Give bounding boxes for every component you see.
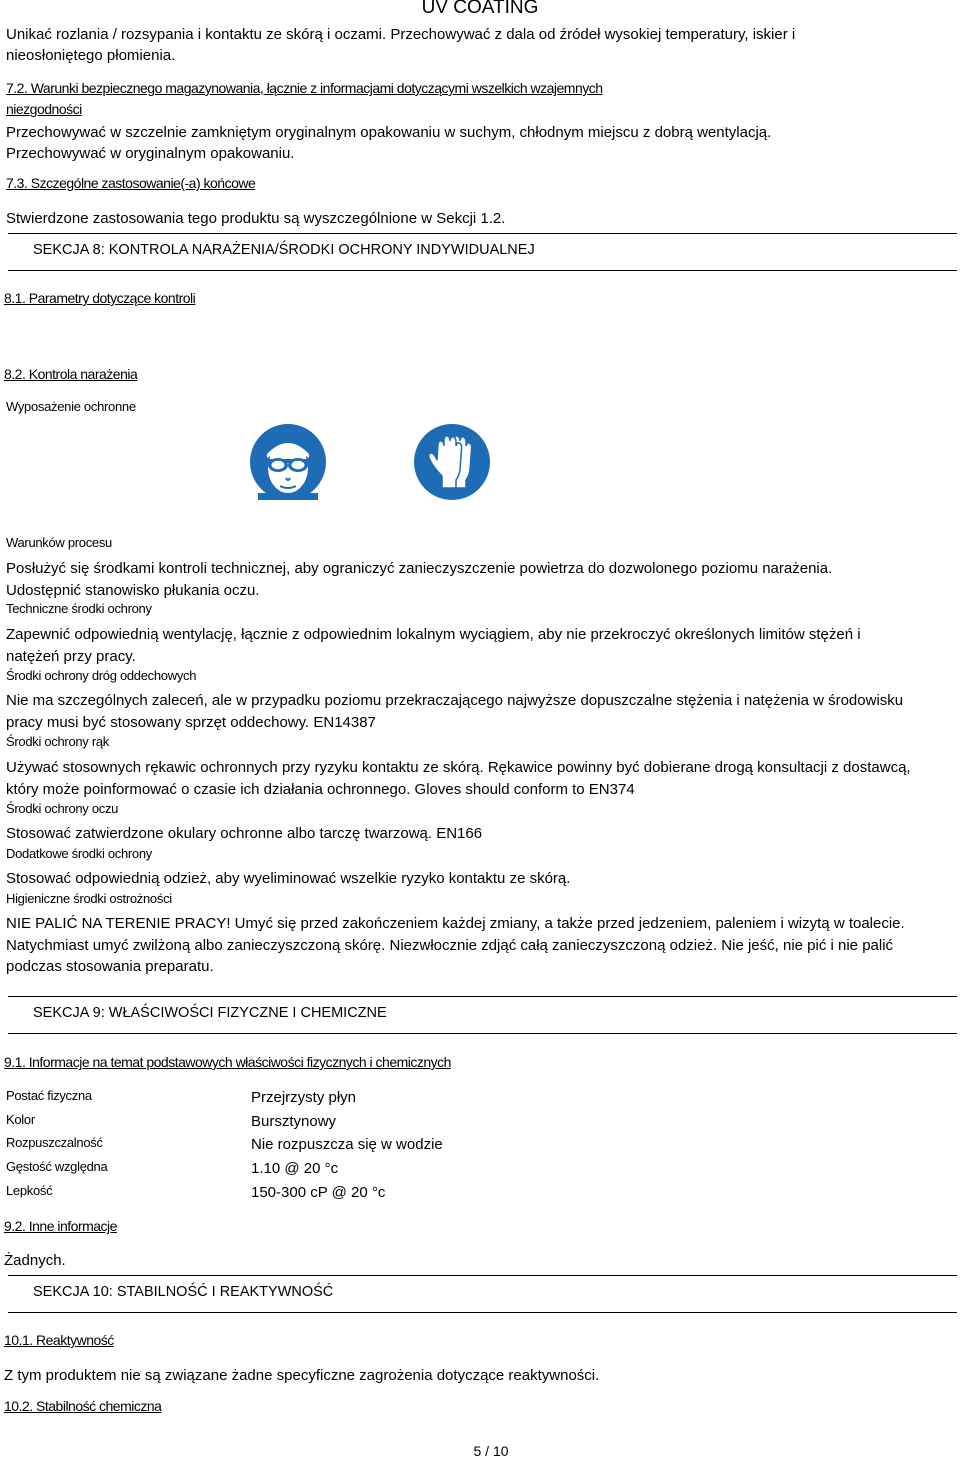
subsection-10-2-heading: 10.2. Stabilność chemiczna [4,1398,162,1414]
hygiene-measures-text: NIE PALIĆ NA TERENIE PRACY! Umyć się przed zakończeniem każdej zmiany, a także przed jedzeniem, paleniem i wizytą w toalecie. Natychmiast umyć zwilżoną albo zanieczyszczoną skórę. Niezwłocznie zdjąć całą zanieczyszczoną odzież. Nie jeść, nie pić i nie palić podczas stosowania preparatu. [6,915,905,975]
prop-value-color: Bursztynowy [251,1113,337,1130]
hand-protection-text: Używać stosownych rękawic ochronnych przy ryzyku kontaktu ze skórą. Rękawice powinny być dobierane drogą konsultacji z dostawcą, który może poinformować o czasie ich działania ochronnego. Gloves should conform to EN374 [6,759,911,798]
section-9-header [8,996,957,1034]
engineering-measures-label: Techniczne środki ochrony [6,601,152,616]
other-protection-text: Stosować odpowiednią odzież, aby wyeliminować wszelkie ryzyko kontaktu ze skórą. [6,870,571,887]
prop-value-viscosity: 150-300 cP @ 20 °c [251,1184,386,1201]
prop-value-solubility: Nie rozpuszcza się w wodzie [251,1136,443,1153]
document-title: UV COATING [421,0,539,18]
prop-label-solubility: Rozpuszczalność [6,1135,103,1150]
engineering-measures-text: Zapewnić odpowiednią wentylację, łącznie z odpowiednim lokalnym wyciągiem, aby nie przekroczyć określonych limitów stężeń i natężeń przy pracy. [6,626,861,665]
s7-text-line1: Unikać rozlania / rozsypania i kontaktu ze skórą i oczami. Przechowywać z dala od źródeł wysokiej temperatury, iskier i [6,26,796,43]
section-9-title: SEKCJA 9: WŁAŚCIWOŚCI FIZYCZNE I CHEMICZNE [33,1005,387,1021]
prop-value-physical-state: Przejrzysty płyn [251,1089,357,1106]
other-protection-label: Dodatkowe środki ochrony [6,846,152,861]
subsection-9-2-heading: 9.2. Inne informacje [4,1218,117,1234]
s72-text-line1: Przechowywać w szczelnie zamkniętym oryginalnym opakowaniu w suchym, chłodnym miejscu z dobrą wentylacją. [6,124,772,141]
s7-text-line2: nieosłoniętego płomienia. [6,47,176,64]
gloves-icon [414,424,490,500]
section-10-title: SEKCJA 10: STABILNOŚĆ I REAKTYWNOŚĆ [33,1284,334,1300]
eye-protection-label: Środki ochrony oczu [6,801,119,816]
s72-text-line2: Przechowywać w oryginalnym opakowaniu. [6,145,295,162]
prop-label-color: Kolor [6,1112,35,1127]
section-8-header [8,233,957,271]
subsection-7-3-heading: 7.3. Szczególne zastosowanie(-a) końcowe [6,175,256,191]
s92-text: Żadnych. [4,1252,66,1269]
process-conditions-text: Posłużyć się środkami kontroli technicznej, aby ograniczyć zanieczyszczenie powietrza do dozwolonego poziomu narażenia. Udostępnić stanowisko płukania oczu. [6,560,833,599]
hygiene-measures-label: Higieniczne środki ostrożności [6,891,172,906]
process-conditions-label: Warunków procesu [6,535,112,550]
subsection-10-1-heading: 10.1. Reaktywność [4,1332,114,1348]
section-10-header [8,1275,957,1313]
hand-protection-label: Środki ochrony rąk [6,734,109,749]
s73-text: Stwierdzone zastosowania tego produktu są wyszczególnione w Sekcji 1.2. [6,210,506,227]
protective-equipment-label: Wyposażenie ochronne [6,399,136,414]
prop-value-relative-density: 1.10 @ 20 °c [251,1160,339,1177]
prop-label-physical-state: Postać fizyczna [6,1088,92,1103]
subsection-7-2-heading-cont: niezgodności [6,101,82,117]
subsection-7-2-heading: 7.2. Warunki bezpiecznego magazynowania, łącznie z informacjami dotyczącymi wszelkich wzajemnych [6,80,603,96]
eye-protection-text: Stosować zatwierdzone okulary ochronne albo tarczę twarzową. EN166 [6,825,483,842]
goggles-icon [250,424,326,500]
section-8-title: SEKCJA 8: KONTROLA NARAŻENIA/ŚRODKI OCHRONY INDYWIDUALNEJ [33,242,535,258]
subsection-9-1-heading: 9.1. Informacje na temat podstawowych właściwości fizycznych i chemicznych [4,1054,451,1070]
page-number: 5 / 10 [473,1443,509,1459]
s101-text: Z tym produktem nie są związane żadne specyficzne zagrożenia dotyczące reaktywności. [4,1367,600,1384]
respiratory-protection-text: Nie ma szczególnych zaleceń, ale w przypadku poziomu przekraczającego najwyższe dopuszczalne stężenia i natężenia w środowisku pracy musi być stosowany sprzęt oddechowy. EN14387 [6,692,904,731]
subsection-8-2-heading: 8.2. Kontrola narażenia [4,366,138,382]
prop-label-relative-density: Gęstość względna [6,1159,108,1174]
respiratory-protection-label: Środki ochrony dróg oddechowych [6,668,197,683]
prop-label-viscosity: Lepkość [6,1183,53,1198]
subsection-8-1-heading: 8.1. Parametry dotyczące kontroli [4,290,196,306]
